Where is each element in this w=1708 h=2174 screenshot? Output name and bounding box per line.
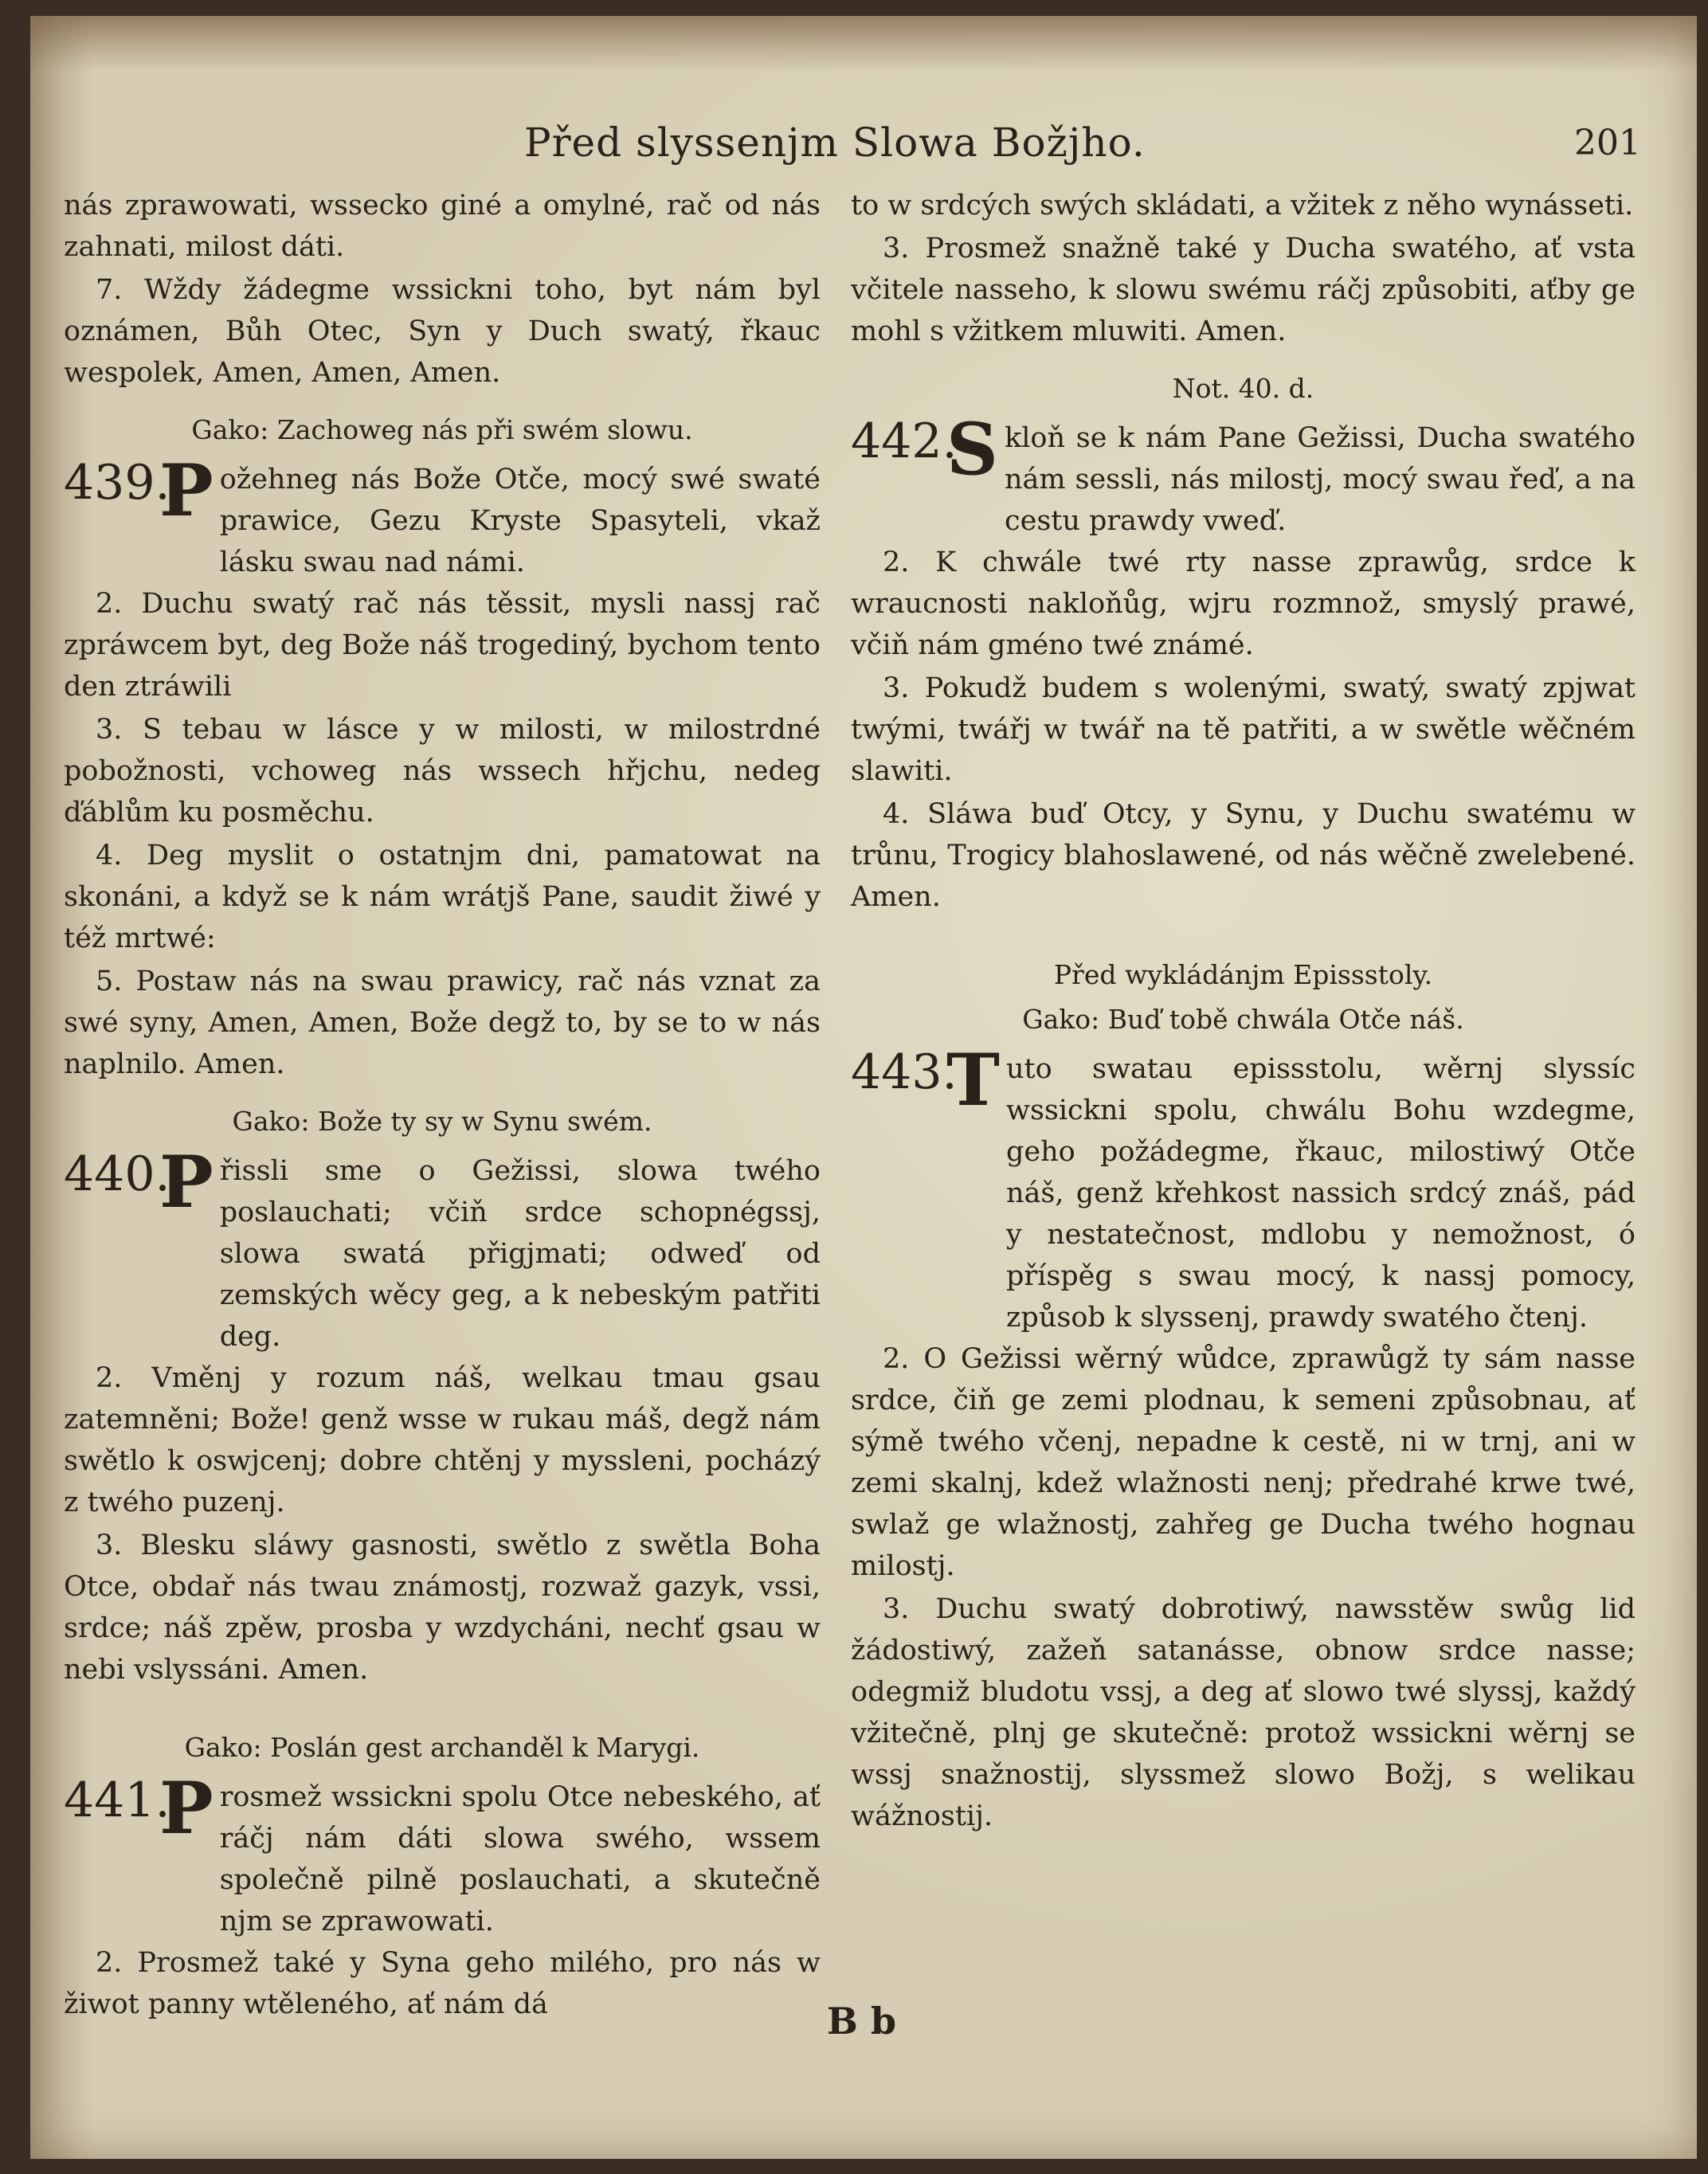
hymn-first-verse: uto swatau epissstolu, wěrnj slyssíc wssickni spolu, chwálu Bohu wzdegme, geho požádegme, řkauc, milostiwý Otče náš, genž křehkost nassich srdcý znáš, pád y nestatečnost, mdlobu y nemožnost, ó příspěg s swau mocý, k nassj pomocy, způsob k slyssenj, prawdy swatého čtenj. <box>1005 1053 1636 1334</box>
verse-2: 2. O Gežissi wěrný wůdce, zprawůgž ty sám nasse srdce, čiň ge zemi plodnau, k semeni způsobnau, ať sýmě twého včenj, nepadne k cestě, ni w trnj, ani w zemi skalnj, kdež wlažnosti nenj; předrahé krwe twé, swlaž ge wlažnostj, zahřeg ge Ducha twého hognau milostj. <box>851 1343 1636 1582</box>
verse-7: 7. Wždy žádegme wssickni toho, byt nám byl oznámen, Bůh Otec, Syn y Duch swatý, řkauc wespolek, Amen, Amen, Amen. <box>64 274 821 389</box>
verse-4: 4. Deg myslit o ostatnjm dni, pamatowat na skonáni, a když se k nám wrátjš Pane, saudit žiwé y též mrtwé: <box>64 840 821 954</box>
verse-2: 2. Duchu swatý rač nás těssit, mysli nassj rač zpráwcem byt, deg Bože náš trogediný, bychom tento den ztráwili <box>64 588 821 703</box>
hymn-439 <box>64 449 821 1085</box>
hymn-number: 439. <box>64 455 170 511</box>
drop-cap: P <box>159 449 214 533</box>
right-column <box>851 185 1636 1840</box>
hymn-number: 443. <box>851 1044 958 1100</box>
hymn-442 <box>851 407 1636 918</box>
hymn-441 <box>64 1766 821 2025</box>
tune-443: Gako: Buď tobě chwála Otče náš. <box>1022 1004 1464 1035</box>
verse-3: 3. Duchu swatý dobrotiwý, nawsstěw swůg lid žádostiwý, zažeň satanásse, obnow srdce nasse; odegmiž bludotu vssj, a deg ať slowo twé slyssj, každý vžitečně, plnj ge skutečně: protož wssickni wěrnj se wssj snažnostij, slyssmež slowo Božj, s welikau wážnostij. <box>851 1593 1636 1832</box>
hymn-first-verse: řissli sme o Gežissi, slowa twého poslauchati; včiň srdce schopnégssj, slowa swatá přigjmati; odweď od zemských wěcy geg, a k nebeským patřiti deg. <box>219 1155 821 1353</box>
book-page <box>30 16 1697 2159</box>
verse-3: 3. Prosmež snažně také y Ducha swatého, ať vsta včitele nasseho, k slowu swému ráčj způsobiti, aťby ge mohl s vžitkem mluwiti. Amen. <box>851 233 1636 347</box>
continuation-text: to w srdcých swých skládati, a vžitek z něho wynásseti. <box>851 190 1634 221</box>
tune-441: Gako: Poslán gest archanděl k Marygi. <box>184 1732 700 1763</box>
section-title: Před wykládánjm Epissstoly. <box>1053 959 1433 990</box>
drop-cap: P <box>159 1140 214 1224</box>
verse-5: 5. Postaw nás na swau prawicy, rač nás vznat za swé syny, Amen, Amen, Bože degž to, by se to w nás naplnilo. Amen. <box>64 966 821 1080</box>
verse-4: 4. Sláwa buď Otcy, y Synu, y Duchu swatému w trůnu, Trogicy blahoslawené, od nás wěčně zwelebené. Amen. <box>851 798 1636 913</box>
verse-2: 2. Prosmež také y Syna geho milého, pro nás w žiwot panny wtěleného, ať nám dá <box>64 1947 821 2020</box>
drop-cap: P <box>159 1766 214 1851</box>
tune-442: Not. 40. d. <box>1172 373 1314 404</box>
signature-mark: B b <box>827 2000 897 2043</box>
running-head-title: Před slyssenjm Slowa Božjho. <box>524 119 1146 166</box>
hymn-number: 442. <box>851 413 958 469</box>
hymn-first-verse: ožehneg nás Bože Otče, mocý swé swaté prawice, Gezu Kryste Spasyteli, vkaž lásku swau nad námi. <box>219 464 821 578</box>
tune-439: Gako: Zachoweg nás při swém slowu. <box>191 414 693 445</box>
verse-3: 3. S tebau w lásce y w milosti, w milostrdné pobožnosti, vchoweg nás wssech hřjchu, nedeg ďáblům ku posměchu. <box>64 714 821 828</box>
page-stain <box>30 16 1697 72</box>
hymn-first-verse: rosmež wssickni spolu Otce nebeského, ať ráčj nám dáti slowa swého, wssem společně pilně poslauchati, a skutečně njm se zprawowati. <box>219 1781 821 1937</box>
drop-cap: T <box>946 1038 1000 1122</box>
drop-cap: S <box>946 407 998 492</box>
hymn-number: 441. <box>64 1772 170 1828</box>
left-column <box>64 185 821 2028</box>
verse-2: 2. K chwále twé rty nasse zprawůg, srdce k wraucnosti nakloňůg, wjru rozmnož, smyslý prawé, včiň nám gméno twé známé. <box>851 546 1636 661</box>
running-head <box>30 119 1697 175</box>
hymn-440 <box>64 1140 821 1690</box>
tune-440: Gako: Bože ty sy w Synu swém. <box>232 1106 652 1137</box>
verse-3: 3. Blesku sláwy gasnosti, swětlo z swětla Boha Otce, obdař nás twau známostj, rozwaž gazyk, vssi, srdce; náš zpěw, prosba y wzdycháni, nechť gsau w nebi vslyssáni. Amen. <box>64 1530 821 1686</box>
verse-2: 2. Vměnj y rozum náš, welkau tmau gsau zatemněni; Bože! genž wsse w rukau máš, degž nám swětlo k oswjcenj; dobre chtěnj y myssleni, pocházý z twého puzenj. <box>64 1362 821 1518</box>
verse-3: 3. Pokudž budem s wolenými, swatý, swatý zpjwat twými, twářj w twář na tě patřiti, a w swětle wěčném slawiti. <box>851 672 1636 787</box>
continuation-text: nás zprawowati, wssecko giné a omylné, rač od nás zahnati, milost dáti. <box>64 190 821 263</box>
hymn-443 <box>851 1038 1636 1837</box>
page-number: 201 <box>1574 123 1641 163</box>
hymn-first-verse: kloň se k nám Pane Gežissi, Ducha swatého nám sessli, nás milostj, mocý swau řeď, a na cestu prawdy vweď. <box>1005 422 1636 537</box>
hymn-number: 440. <box>64 1146 170 1202</box>
